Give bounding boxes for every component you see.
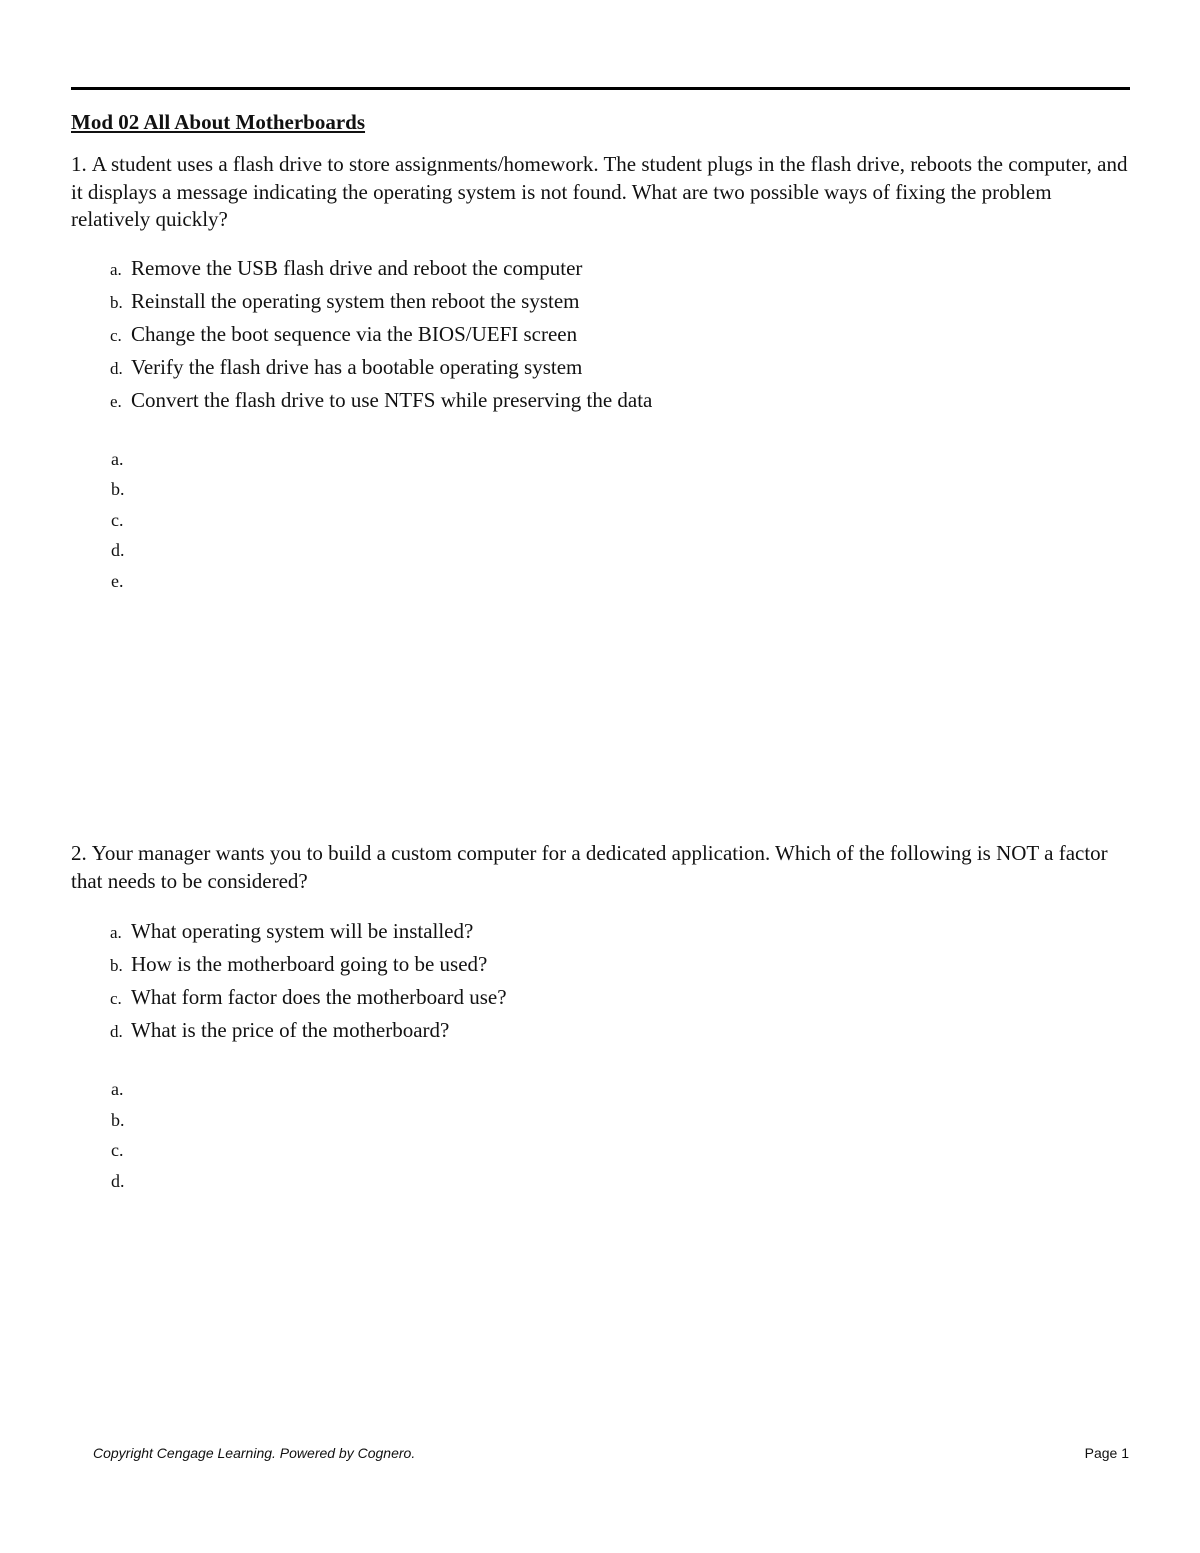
answer-letter-c: c. xyxy=(111,1140,124,1160)
answer-letter-a: a. xyxy=(111,1079,124,1099)
question-2 xyxy=(71,840,1133,1196)
copyright-notice: Copyright Cengage Learning. Powered by Cognero. xyxy=(93,1445,416,1461)
answer-letter-a: a. xyxy=(111,448,124,469)
answer-letter-b: b. xyxy=(111,1109,125,1130)
option-text: Verify the flash drive has a bootable operating system xyxy=(131,354,583,379)
option-list xyxy=(71,252,1133,417)
document-title: Mod 02 All About Motherboards xyxy=(71,110,366,134)
option-letter: e. xyxy=(110,391,122,411)
question-stem xyxy=(71,840,1133,895)
option-b xyxy=(71,948,1133,981)
option-text: Remove the USB flash drive and reboot the computer xyxy=(131,255,583,280)
answer-letter-b: b. xyxy=(111,479,125,499)
answer-letter-c: c. xyxy=(111,509,124,530)
question-number: 1. xyxy=(71,152,87,176)
option-text: What is the price of the motherboard? xyxy=(131,1018,450,1042)
option-letter: d. xyxy=(110,1022,123,1041)
option-b xyxy=(71,285,1133,318)
option-letter: b. xyxy=(110,956,123,975)
option-letter: c. xyxy=(110,989,122,1008)
answer-letter-e: e. xyxy=(111,570,124,591)
answer-letter-d: d. xyxy=(111,1170,125,1191)
option-letter: a. xyxy=(110,923,122,942)
option-e xyxy=(71,384,1133,417)
answer-list xyxy=(71,1074,1133,1196)
question-text: A student uses a flash drive to store assignments/homework. The student plugs in the flash drive, reboots the computer, and it displays a message indicating the operating system is not found. What are two possible ways of fixing the problem relatively quickly? xyxy=(71,152,1128,231)
option-c xyxy=(71,318,1133,351)
question-stem xyxy=(71,151,1133,234)
answer-list xyxy=(71,444,1133,597)
option-letter: d. xyxy=(110,358,123,378)
page-number: Page 1 xyxy=(1084,1445,1129,1461)
option-text: Convert the flash drive to use NTFS while preserving the data xyxy=(131,387,653,412)
option-text: What form factor does the motherboard use? xyxy=(131,985,507,1009)
option-text: How is the motherboard going to be used? xyxy=(131,952,488,976)
option-a xyxy=(71,915,1133,948)
option-letter: b. xyxy=(110,292,123,312)
option-text: Change the boot sequence via the BIOS/UEFI screen xyxy=(131,321,578,346)
option-d xyxy=(71,351,1133,384)
option-a xyxy=(71,252,1133,285)
option-letter: a. xyxy=(110,259,122,279)
option-text: What operating system will be installed? xyxy=(131,919,474,943)
option-list xyxy=(71,915,1133,1047)
question-text: Your manager wants you to build a custom computer for a dedicated application. Which of the following is NOT a factor that needs to be considered? xyxy=(71,841,1108,893)
option-d xyxy=(71,1014,1133,1047)
option-c xyxy=(71,981,1133,1014)
question-1 xyxy=(71,151,1133,596)
question-number: 2. xyxy=(71,841,87,865)
option-text: Reinstall the operating system then reboot the system xyxy=(131,288,580,313)
option-letter: c. xyxy=(110,325,122,345)
header-rule xyxy=(71,87,1130,90)
answer-letter-d: d. xyxy=(111,540,125,560)
